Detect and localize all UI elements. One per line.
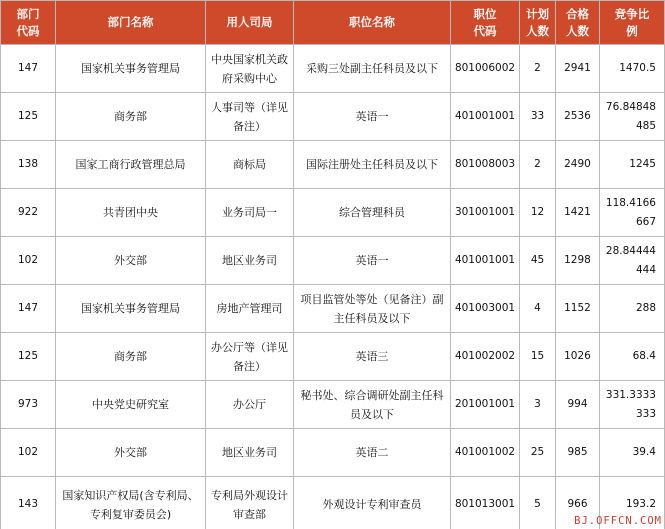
bureau-cell: 人事司等（详见备注） bbox=[206, 93, 294, 141]
position-cell: 项目监管处等处（见备注）副主任科员及以下 bbox=[294, 285, 451, 333]
column-header bbox=[294, 1, 451, 45]
position-cell: 英语一 bbox=[294, 237, 451, 285]
plan-count-cell: 3 bbox=[520, 381, 556, 429]
position-cell: 英语二 bbox=[294, 429, 451, 477]
column-header-text: 用人司局 bbox=[226, 15, 273, 29]
bureau-cell: 地区业务司 bbox=[206, 237, 294, 285]
column-header-text: 代码 bbox=[473, 23, 497, 38]
table-header bbox=[1, 1, 665, 45]
ratio-cell: 118.4166667 bbox=[600, 189, 665, 237]
dept-code-cell: 143 bbox=[1, 477, 56, 529]
column-header bbox=[520, 1, 556, 45]
plan-count-cell: 45 bbox=[520, 237, 556, 285]
column-header bbox=[1, 1, 56, 45]
plan-count-cell: 25 bbox=[520, 429, 556, 477]
bureau-cell: 办公厅 bbox=[206, 381, 294, 429]
bureau-cell: 业务司局一 bbox=[206, 189, 294, 237]
position-code-cell: 201001001 bbox=[451, 381, 520, 429]
qualified-count-cell: 966 bbox=[556, 477, 600, 529]
table-row bbox=[1, 381, 665, 429]
column-header-text: 人数 bbox=[566, 23, 589, 38]
dept-name-cell: 共青团中央 bbox=[56, 189, 206, 237]
bureau-cell: 地区业务司 bbox=[206, 429, 294, 477]
ratio-cell: 39.4 bbox=[600, 429, 665, 477]
dept-code-cell: 922 bbox=[1, 189, 56, 237]
plan-count-cell: 4 bbox=[520, 285, 556, 333]
position-code-cell: 301001001 bbox=[451, 189, 520, 237]
column-header bbox=[600, 1, 665, 45]
ratio-cell: 288 bbox=[600, 285, 665, 333]
qualified-count-cell: 2941 bbox=[556, 45, 600, 93]
qualified-count-cell: 1152 bbox=[556, 285, 600, 333]
dept-name-cell: 外交部 bbox=[56, 237, 206, 285]
table-body bbox=[1, 45, 665, 529]
table-row bbox=[1, 333, 665, 381]
position-code-cell: 401001002 bbox=[451, 429, 520, 477]
qualified-count-cell: 1421 bbox=[556, 189, 600, 237]
table-row bbox=[1, 237, 665, 285]
ratio-cell: 68.4 bbox=[600, 333, 665, 381]
position-cell: 采购三处副主任科员及以下 bbox=[294, 45, 451, 93]
qualified-count-cell: 1026 bbox=[556, 333, 600, 381]
column-header-text: 人数 bbox=[526, 23, 549, 38]
bureau-cell: 办公厅等（详见备注） bbox=[206, 333, 294, 381]
column-header bbox=[206, 1, 294, 45]
position-code-cell: 801006002 bbox=[451, 45, 520, 93]
qualified-count-cell: 985 bbox=[556, 429, 600, 477]
column-header-text: 部门名称 bbox=[107, 15, 154, 29]
plan-count-cell: 2 bbox=[520, 45, 556, 93]
dept-name-cell: 国家工商行政管理总局 bbox=[56, 141, 206, 189]
dept-name-cell: 中央党史研究室 bbox=[56, 381, 206, 429]
column-header-text: 代码 bbox=[16, 23, 40, 38]
dept-code-cell: 125 bbox=[1, 333, 56, 381]
column-header-text: 计划 bbox=[526, 6, 549, 21]
bureau-cell: 商标局 bbox=[206, 141, 294, 189]
column-header-text: 部门 bbox=[16, 6, 40, 21]
dept-code-cell: 125 bbox=[1, 93, 56, 141]
dept-name-cell: 外交部 bbox=[56, 429, 206, 477]
table-row bbox=[1, 189, 665, 237]
position-code-cell: 401003001 bbox=[451, 285, 520, 333]
table-row bbox=[1, 429, 665, 477]
plan-count-cell: 5 bbox=[520, 477, 556, 529]
position-cell: 秘书处、综合调研处副主任科员及以下 bbox=[294, 381, 451, 429]
position-cell: 英语一 bbox=[294, 93, 451, 141]
qualified-count-cell: 1298 bbox=[556, 237, 600, 285]
header-row bbox=[1, 1, 665, 45]
dept-name-cell: 商务部 bbox=[56, 333, 206, 381]
position-cell: 外观设计专利审查员 bbox=[294, 477, 451, 529]
position-code-cell: 401001001 bbox=[451, 237, 520, 285]
column-header-text: 职位名称 bbox=[349, 15, 395, 29]
qualified-count-cell: 994 bbox=[556, 381, 600, 429]
plan-count-cell: 15 bbox=[520, 333, 556, 381]
column-header-text: 例 bbox=[626, 23, 638, 38]
position-code-cell: 801008003 bbox=[451, 141, 520, 189]
table-row bbox=[1, 477, 665, 529]
ratio-cell: 1470.5 bbox=[600, 45, 665, 93]
column-header-text: 职位 bbox=[473, 6, 497, 21]
position-code-cell: 401002002 bbox=[451, 333, 520, 381]
column-header bbox=[451, 1, 520, 45]
table-row bbox=[1, 45, 665, 93]
ratio-cell: 76.84848485 bbox=[600, 93, 665, 141]
dept-code-cell: 138 bbox=[1, 141, 56, 189]
site-watermark: BJ.OFFCN.COM bbox=[574, 515, 662, 527]
dept-code-cell: 147 bbox=[1, 45, 56, 93]
ratio-cell: 331.3333333 bbox=[600, 381, 665, 429]
qualified-count-cell: 2536 bbox=[556, 93, 600, 141]
column-header bbox=[556, 1, 600, 45]
ratio-cell: 1245 bbox=[600, 141, 665, 189]
dept-code-cell: 102 bbox=[1, 237, 56, 285]
position-cell: 综合管理科员 bbox=[294, 189, 451, 237]
plan-count-cell: 2 bbox=[520, 141, 556, 189]
dept-code-cell: 102 bbox=[1, 429, 56, 477]
ratio-cell: 193.2 bbox=[600, 477, 665, 529]
dept-name-cell: 国家知识产权局(含专利局、专利复审委员会) bbox=[56, 477, 206, 529]
bureau-cell: 专利局外观设计审查部 bbox=[206, 477, 294, 529]
plan-count-cell: 33 bbox=[520, 93, 556, 141]
position-code-cell: 401001001 bbox=[451, 93, 520, 141]
plan-count-cell: 12 bbox=[520, 189, 556, 237]
table-row bbox=[1, 141, 665, 189]
position-code-cell: 801013001 bbox=[451, 477, 520, 529]
dept-name-cell: 国家机关事务管理局 bbox=[56, 45, 206, 93]
position-cell: 国际注册处主任科员及以下 bbox=[294, 141, 451, 189]
dept-code-cell: 973 bbox=[1, 381, 56, 429]
dept-name-cell: 国家机关事务管理局 bbox=[56, 285, 206, 333]
dept-name-cell: 商务部 bbox=[56, 93, 206, 141]
bureau-cell: 房地产管理司 bbox=[206, 285, 294, 333]
dept-code-cell: 147 bbox=[1, 285, 56, 333]
qualified-count-cell: 2490 bbox=[556, 141, 600, 189]
table-row bbox=[1, 285, 665, 333]
table-row bbox=[1, 93, 665, 141]
bureau-cell: 中央国家机关政府采购中心 bbox=[206, 45, 294, 93]
column-header bbox=[56, 1, 206, 45]
position-cell: 英语三 bbox=[294, 333, 451, 381]
column-header-text: 竞争比 bbox=[614, 6, 650, 21]
column-header-text: 合格 bbox=[566, 6, 589, 21]
ratio-cell: 28.84444444 bbox=[600, 237, 665, 285]
